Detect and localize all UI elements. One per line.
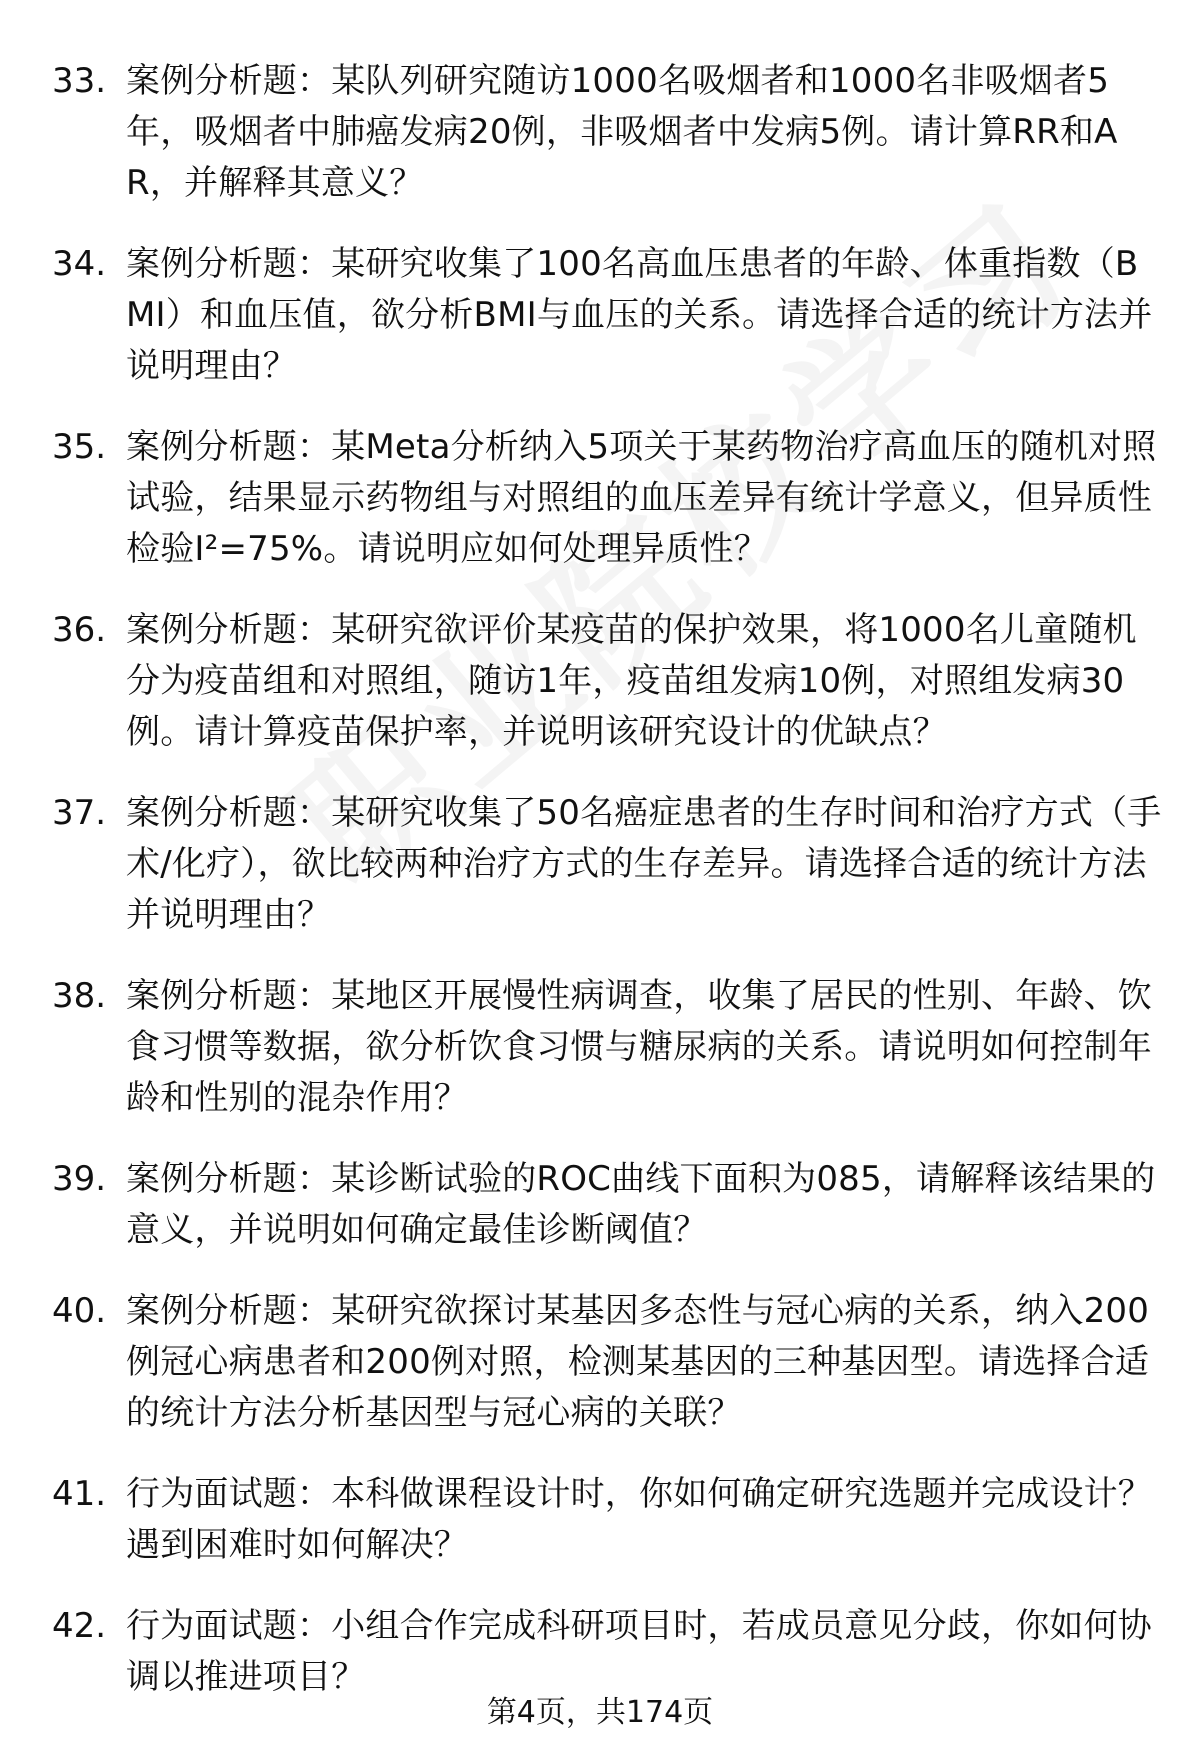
question-number: 42. <box>52 1606 107 1646</box>
question-number: 41. <box>52 1474 107 1514</box>
question-item <box>52 239 1162 392</box>
question-item <box>52 422 1162 575</box>
question-number: 39. <box>52 1159 107 1199</box>
question-text: 行为面试题：小组合作完成科研项目时，若成员意见分歧，你如何协调以推进项目？ <box>126 1606 1152 1697</box>
question-text: 案例分析题：某诊断试验的ROC曲线下面积为085，请解释该结果的意义，并说明如何确定最佳诊断阈值？ <box>126 1159 1156 1250</box>
question-item <box>52 1286 1162 1439</box>
question-item <box>52 971 1162 1124</box>
question-list <box>52 56 1162 1733</box>
question-text: 案例分析题：某研究欲评价某疫苗的保护效果，将1000名儿童随机分为疫苗组和对照组，随访1年，疫苗组发病10例，对照组发病30例。请计算疫苗保护率，并说明该研究设计的优缺点？ <box>126 610 1137 752</box>
question-item <box>52 1601 1162 1703</box>
question-number: 33. <box>52 61 107 101</box>
question-number: 34. <box>52 244 107 284</box>
question-number: 37. <box>52 793 107 833</box>
question-number: 38. <box>52 976 107 1016</box>
question-text: 案例分析题：某地区开展慢性病调查，收集了居民的性别、年龄、饮食习惯等数据，欲分析饮食习惯与糖尿病的关系。请说明如何控制年龄和性别的混杂作用？ <box>126 976 1152 1118</box>
question-item <box>52 788 1162 941</box>
question-item <box>52 1154 1162 1256</box>
question-text: 行为面试题：本科做课程设计时，你如何确定研究选题并完成设计？遇到困难时如何解决？ <box>126 1474 1152 1565</box>
question-text: 案例分析题：某研究收集了50名癌症患者的生存时间和治疗方式（手术/化疗），欲比较两种治疗方式的生存差异。请选择合适的统计方法并说明理由？ <box>126 793 1162 935</box>
question-number: 35. <box>52 427 107 467</box>
question-item <box>52 605 1162 758</box>
question-text: 案例分析题：某研究欲探讨某基因多态性与冠心病的关系，纳入200例冠心病患者和200例对照，检测某基因的三种基因型。请选择合适的统计方法分析基因型与冠心病的关联？ <box>126 1291 1150 1433</box>
page-footer: 第4页，共174页 <box>486 1695 714 1730</box>
question-item <box>52 56 1162 209</box>
question-number: 36. <box>52 610 107 650</box>
question-number: 40. <box>52 1291 107 1331</box>
question-item <box>52 1469 1162 1571</box>
question-text: 案例分析题：某队列研究随访1000名吸烟者和1000名非吸烟者5年，吸烟者中肺癌发病20例，非吸烟者中发病5例。请计算RR和AR，并解释其意义？ <box>126 61 1118 203</box>
question-text: 案例分析题：某Meta分析纳入5项关于某药物治疗高血压的随机对照试验，结果显示药物组与对照组的血压差异有统计学意义，但异质性检验I²=75%。请说明应如何处理异质性？ <box>126 427 1157 569</box>
question-text: 案例分析题：某研究收集了100名高血压患者的年龄、体重指数（BMI）和血压值，欲分析BMI与血压的关系。请选择合适的统计方法并说明理由？ <box>126 244 1153 386</box>
